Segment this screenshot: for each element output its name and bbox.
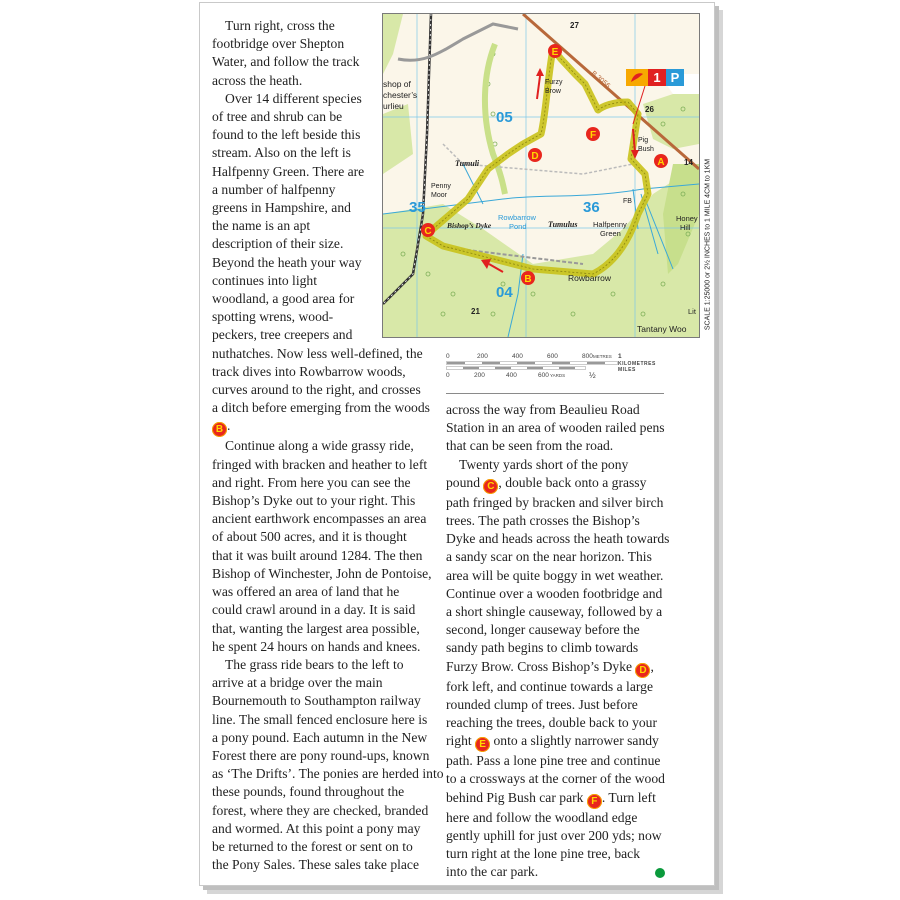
text-line: area will be quite boggy in wet weather. (446, 567, 664, 583)
text-line: Over 14 different species (225, 90, 362, 106)
divider (446, 393, 664, 394)
route-map (382, 13, 700, 338)
text-line: onto a slightly narrower sandy (493, 733, 659, 749)
text-line: that, wanting the largest area possible, (212, 620, 420, 636)
text-line: greens in Hampshire, and (212, 200, 351, 216)
text-line: . Turn left (601, 789, 656, 805)
text-line: fork left, and continue towards a large (446, 678, 653, 694)
text-line: forest, where they are checked, branded (212, 802, 429, 818)
svg-text:Green: Green (600, 229, 621, 238)
text-line: and right. From here you can see the (212, 474, 411, 490)
text-line: reaching the trees, double back to your (446, 715, 658, 731)
text-line: , double back onto a grassy (498, 474, 647, 490)
text-line: as ‘The Drifts’. The ponies are herded into (212, 766, 444, 782)
svg-text:36: 36 (583, 199, 600, 216)
scale-tick: 200 (477, 353, 488, 360)
svg-text:chester’s: chester’s (383, 90, 418, 100)
text-line: second, longer causeway before the (446, 622, 640, 638)
text-line: into the car park. (446, 864, 539, 880)
text-line: that can be seen from the road. (446, 438, 614, 454)
text-line: continues into light (212, 272, 317, 288)
waypoint-b-marker: B (212, 422, 227, 437)
svg-text:Tumulus: Tumulus (548, 220, 578, 229)
text-line: he spent 24 hours on hands and knees. (212, 638, 421, 654)
text-line: Bournemouth to Southampton railway (212, 693, 421, 709)
svg-text:Brow: Brow (545, 88, 561, 95)
svg-text:21: 21 (471, 307, 480, 316)
scale-tick: ½ (589, 371, 596, 380)
text-line: found to the left beside this (212, 127, 361, 143)
text-line: the Pony Sales. These sales take place (212, 857, 419, 873)
text-line: spotting wrens, wood- (212, 309, 334, 325)
text-line: , (650, 658, 654, 674)
text-line: of tree and shrub can be (212, 109, 343, 125)
svg-text:Rowbarrow: Rowbarrow (498, 213, 536, 222)
scale-text: SCALE 1:25000 or 2½ INCHES to 1 MILE 4CM to 1KM (704, 158, 712, 331)
scale-tick: 600 (547, 353, 558, 360)
svg-text:Penny: Penny (431, 183, 451, 190)
text-line: curves around to the right, and crosses (212, 382, 421, 398)
scale-tick: 400 (512, 353, 523, 360)
text-line: woodland, a good area for (212, 291, 355, 307)
svg-text:C: C (424, 226, 432, 237)
text-line: Twenty yards short of the pony (459, 456, 629, 472)
text-line: description of their size. (212, 236, 344, 252)
text-line: . (227, 418, 231, 434)
text-line: a number of halfpenny (212, 181, 336, 197)
svg-text:Halfpenny: Halfpenny (593, 220, 627, 229)
text-line: stream. Also on the left is (212, 145, 351, 161)
text-line: path fringed by bracken and silver birch (446, 494, 664, 510)
text-line: arrive at a bridge over the main (212, 675, 383, 691)
svg-text:Lit: Lit (688, 307, 696, 316)
text-line: trees. The path crosses the Bishop’s (446, 513, 640, 529)
text-line: gently uphill for just over 200 yds; now (446, 827, 662, 843)
text-line: across the way from Beaulieu Road (446, 402, 640, 417)
text-line: fringed with bracken and heather to left (212, 456, 428, 472)
text-line: Halfpenny Green. There are (212, 163, 365, 179)
svg-text:Bishop’s Dyke: Bishop’s Dyke (447, 221, 492, 230)
text-line: the name is an apt (212, 218, 311, 234)
text-line: these pounds, found throughout the (212, 784, 405, 800)
scale-unit: YARDS (550, 373, 566, 378)
svg-text:B: B (524, 274, 532, 285)
svg-text:urlieu: urlieu (383, 101, 404, 111)
svg-text:Honey: Honey (676, 214, 698, 223)
text-line: a ditch before emerging from the woods (212, 400, 430, 416)
text-line: turn right at the lone pine tree, back (446, 846, 641, 862)
paragraph-3 (212, 437, 452, 655)
text-line: peckers, tree creepers and (212, 327, 353, 343)
text-line: footbridge over Shepton (212, 36, 345, 52)
text-line: behind Pig Bush car park (446, 789, 584, 805)
text-line: sandy path begins to climb towards (446, 640, 639, 656)
guidebook-page (199, 2, 715, 886)
text-line: Furzy Brow. Cross Bishop’s Dyke (446, 658, 633, 674)
scale-bar (446, 353, 676, 383)
text-line: to a crossways at the corner of the wood (446, 771, 665, 787)
svg-text:14: 14 (684, 158, 693, 167)
text-line: Station in an area of wooden railed pens (446, 420, 665, 436)
text-line: Continue over a wooden footbridge and (446, 585, 663, 601)
svg-text:E: E (551, 47, 559, 58)
waypoint-d-marker: D (635, 663, 650, 678)
scale-tick: 200 (474, 372, 485, 379)
svg-text:27: 27 (570, 21, 579, 30)
scale-tick: 0 (446, 372, 450, 379)
text-line: a sandy scar on the near horizon. This (446, 549, 652, 565)
text-line: and wormed. At this point a pony may (212, 820, 421, 836)
scale-tick: 800 (582, 353, 593, 360)
svg-text:Rowbarrow: Rowbarrow (568, 273, 611, 283)
paragraph-directions (446, 456, 706, 882)
svg-text:Hill: Hill (680, 223, 691, 232)
text-line: path. Pass a lone pine tree and continue (446, 753, 661, 769)
paragraph-continued (446, 401, 706, 456)
text-line: pound (446, 474, 480, 490)
svg-text:Pond: Pond (509, 222, 527, 231)
scale-label: KILOMETRES (618, 361, 656, 367)
svg-text:05: 05 (496, 109, 513, 126)
svg-text:Bush: Bush (638, 146, 654, 153)
svg-text:35: 35 (409, 199, 426, 216)
svg-text:Tantany Woo: Tantany Woo (637, 324, 687, 334)
scale-tick: 0 (446, 353, 450, 360)
map-scale-note (696, 153, 710, 343)
text-line: could crawl around in a day. It is said (212, 602, 416, 618)
text-line: that it was built around 1284. The then (212, 547, 423, 563)
text-line: a short shingle causeway, followed by a (446, 604, 663, 620)
svg-text:F: F (589, 130, 597, 141)
text-column-right (446, 401, 706, 881)
text-line: rounded clump of trees. Just before (446, 696, 638, 712)
svg-text:Furzy: Furzy (545, 79, 563, 86)
paragraph-4 (212, 656, 452, 874)
waypoint-f-marker: F (587, 794, 602, 809)
svg-text:A: A (657, 157, 665, 168)
text-line: of about 500 acres, and it is thought (212, 529, 407, 545)
text-line: Continue along a wide grassy ride, (225, 438, 414, 454)
svg-text:26: 26 (645, 105, 654, 114)
text-line: track dives into Rowbarrow woods, (212, 363, 406, 379)
text-line: ancient earthwork encompasses an area (212, 511, 427, 527)
svg-text:FB: FB (623, 198, 632, 205)
svg-text:B 3056: B 3056 (589, 70, 612, 90)
text-line: a pony pound. Each autumn in the New (212, 729, 428, 745)
walk-end-marker-icon (655, 868, 665, 878)
waypoint-e-marker: E (475, 737, 490, 752)
text-line: be returned to the forest or sent on to (212, 838, 413, 854)
svg-text:Pig: Pig (638, 137, 649, 144)
svg-text:Moor: Moor (431, 192, 447, 199)
text-line: Bishop’s Dyke out to your right. This (212, 493, 416, 509)
text-line: Beyond the heath your way (212, 254, 362, 270)
scale-unit: METRES (593, 354, 612, 359)
text-line: was offered an area of land that he (212, 584, 400, 600)
text-line: line. The small fenced enclosure here is (212, 711, 428, 727)
scale-label: MILES (618, 367, 636, 373)
scale-tick: 1 (618, 353, 622, 360)
text-line: here and follow the woodland edge (446, 809, 638, 825)
scale-tick: 600 (538, 372, 549, 379)
text-line: Water, and follow the track (212, 54, 360, 70)
text-line: Dyke and heads across the heath towards (446, 531, 670, 547)
svg-text:D: D (531, 151, 539, 162)
text-line: right (446, 733, 472, 749)
svg-text:shop of: shop of (383, 79, 411, 89)
text-line: nuthatches. Now less well-defined, the (212, 345, 423, 361)
svg-text:04: 04 (496, 284, 513, 301)
text-line: across the heath. (212, 72, 303, 88)
svg-text:P: P (670, 70, 680, 85)
text-line: Bishop of Winchester, John de Pontoise, (212, 565, 432, 581)
svg-text:1: 1 (653, 70, 661, 85)
svg-text:Tumuli: Tumuli (455, 159, 480, 168)
scale-tick: 400 (506, 372, 517, 379)
text-line: The grass ride bears to the left to (225, 656, 404, 672)
text-line: Turn right, cross the (225, 18, 335, 33)
text-line: Forest there are pony round-ups, known (212, 747, 430, 763)
waypoint-c-marker: C (483, 479, 498, 494)
